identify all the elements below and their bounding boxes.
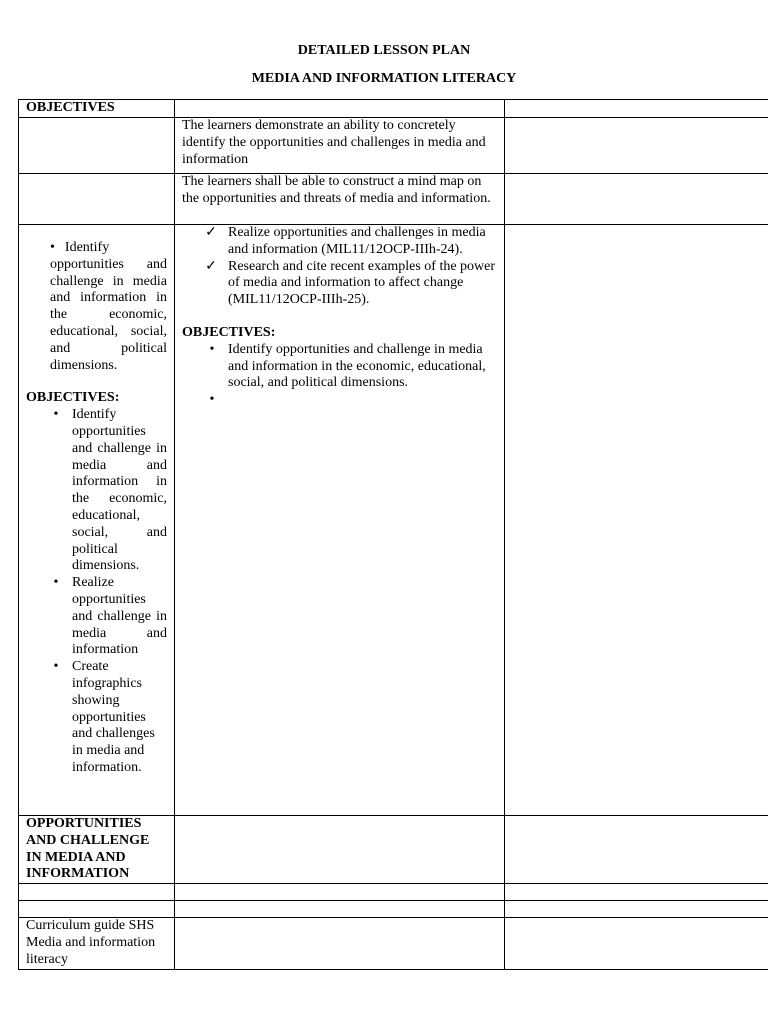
empty-cell bbox=[505, 816, 768, 884]
content-standard-text: The learners demonstrate an ability to concretely identify the opportunities and challenges in media and information bbox=[182, 118, 486, 167]
empty-cell bbox=[505, 918, 768, 970]
empty-cell bbox=[175, 901, 505, 918]
empty-cell bbox=[175, 918, 505, 970]
middle-objectives-list bbox=[182, 342, 497, 409]
intro-bullet-text: Identify opportunities and challenge in media and information in the economic, educational, social, and political dimensions. bbox=[50, 240, 167, 373]
list-item: ✓ Realize opportunities and challenges in media and information (MIL11/12OCP-IIIh-24). bbox=[205, 225, 486, 257]
bullet-icon: • bbox=[209, 392, 215, 408]
empty-cell bbox=[19, 118, 175, 174]
bullet-icon: • bbox=[53, 575, 59, 591]
empty-cell bbox=[19, 884, 175, 901]
objectives-header-cell bbox=[19, 100, 175, 118]
empty-cell bbox=[505, 118, 768, 174]
left-objectives-cell bbox=[19, 225, 175, 816]
check-icon: ✓ bbox=[205, 225, 217, 240]
bullet-icon: • bbox=[53, 659, 59, 675]
list-item: • Identify opportunities and challenge in media and information in the economic, educational, social, and political dimensions. bbox=[228, 342, 497, 392]
left-objectives-label: OBJECTIVES: bbox=[26, 390, 120, 406]
list-item: • Realize opportunities and challenge in media and information bbox=[72, 575, 167, 659]
check-icon: ✓ bbox=[205, 258, 217, 274]
table-row bbox=[19, 174, 768, 225]
list-item bbox=[209, 392, 497, 409]
table-row bbox=[19, 918, 768, 970]
empty-cell bbox=[175, 884, 505, 901]
table-row bbox=[19, 816, 768, 884]
bullet-icon: • bbox=[53, 407, 59, 423]
document-title: DETAILED LESSON PLAN bbox=[297, 43, 471, 58]
table-row bbox=[19, 225, 768, 816]
empty-cell bbox=[505, 174, 768, 225]
intro-bullet-item bbox=[26, 240, 167, 374]
list-item: • Identify opportunities and challenge in media and information in the economic, educational, social, and political dimensions. bbox=[72, 407, 167, 575]
references-text: Curriculum guide SHS Media and information literacy bbox=[26, 918, 156, 967]
empty-cell bbox=[19, 174, 175, 225]
topic-header: OPPORTUNITIES AND CHALLENGE IN MEDIA AND INFORMATION bbox=[26, 816, 150, 882]
bullet-icon: • bbox=[209, 341, 215, 357]
list-item: • Create infographics showing opportunities and challenges in media and information. bbox=[72, 659, 167, 777]
left-objectives-list bbox=[26, 407, 167, 777]
table-row bbox=[19, 901, 768, 918]
empty-cell bbox=[19, 901, 175, 918]
empty-cell bbox=[175, 100, 505, 118]
table-row bbox=[19, 100, 768, 118]
empty-cell bbox=[505, 100, 768, 118]
middle-objectives-label: OBJECTIVES: bbox=[182, 324, 276, 340]
performance-standard-cell bbox=[175, 174, 505, 225]
table-row bbox=[19, 884, 768, 901]
competencies-list bbox=[182, 225, 497, 309]
topic-header-cell bbox=[19, 816, 175, 884]
empty-cell bbox=[505, 225, 768, 816]
empty-cell bbox=[505, 901, 768, 918]
lesson-plan-table bbox=[18, 99, 768, 970]
content-standard-cell bbox=[175, 118, 505, 174]
bullet-icon: • bbox=[50, 240, 55, 255]
table-row bbox=[19, 118, 768, 174]
references-cell bbox=[19, 918, 175, 970]
performance-standard-text: The learners shall be able to construct a mind map on the opportunities and threats of media and information. bbox=[182, 174, 491, 206]
empty-cell bbox=[505, 884, 768, 901]
middle-objectives-cell bbox=[175, 225, 505, 816]
document-subtitle: MEDIA AND INFORMATION LITERACY bbox=[251, 71, 517, 86]
empty-cell bbox=[175, 816, 505, 884]
objectives-header: OBJECTIVES bbox=[26, 100, 115, 115]
list-item: ✓ Research and cite recent examples of the power of media and information to affect change (MIL11/12OCP-IIIh-25). bbox=[205, 258, 496, 308]
